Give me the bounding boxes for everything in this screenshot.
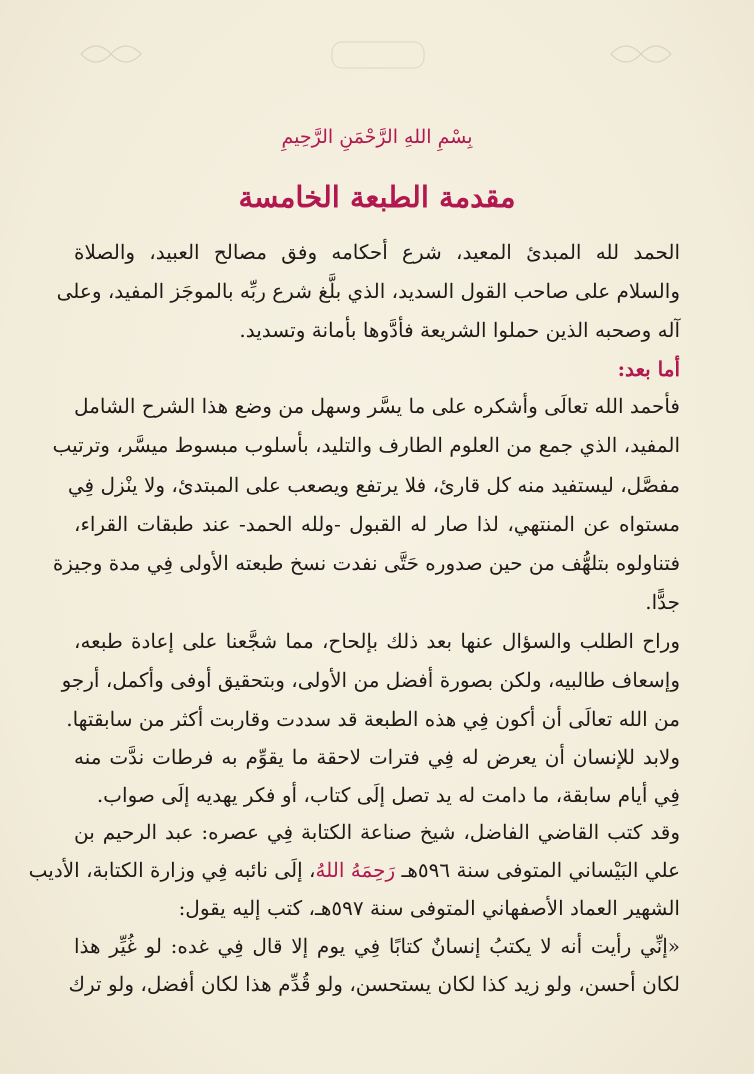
paragraph-5-line-1: وقد كتب القاضي الفاضل، شيخ صناعة الكتابة فِي عصره: عبد الرحيم بن bbox=[74, 820, 680, 844]
honorific: رَحِمَهُ اللهُ bbox=[315, 858, 396, 882]
basmala: بِسْمِ اللهِ الرَّحْمَنِ الرَّحِيمِ bbox=[281, 126, 473, 148]
page-title: مقدمة الطبعة الخامسة bbox=[238, 180, 516, 214]
header-ornament-icon bbox=[606, 36, 676, 72]
paragraph-2-line-1: فأحمد الله تعالَى وأشكره على ما يسَّر وسهل من وضع هذا الشرح الشامل bbox=[74, 394, 680, 418]
paragraph-1-line-1: الحمد لله المبدئ المعيد، شرع أحكامه وفق مصالح العبيد، والصلاة bbox=[74, 240, 680, 264]
paragraph-3-line-1: وراح الطلب والسؤال عنها بعد ذلك بإلحاح، مما شجَّعنا على إعادة طبعه، bbox=[74, 629, 680, 653]
paragraph-2-line-3: مفصَّل، ليستفيد منه كل قارئ، فلا يرتفع ويصعب على المبتدئ، ولا ينْزل فِي bbox=[67, 473, 680, 497]
paragraph-5-line-3: الشهير العماد الأصفهاني المتوفى سنة ٥٩٧هـ، كتب إليه يقول: bbox=[178, 896, 680, 920]
paragraph-2-line-5: فتناولوه بتلهُّف من حين صدوره حَتَّى نفدت نسخ طبعته الأولى فِي مدة وجيزة bbox=[52, 551, 680, 575]
header-frame-icon bbox=[330, 40, 426, 70]
paragraph-5-line-2-start: علي البَيْساني المتوفى سنة ٥٩٦هـ bbox=[395, 858, 680, 882]
paragraph-4-line-2: فِي أيام سابقة، ما دامت له يد تصل إلَى كتاب، أو فكر يهديه إلَى صواب. bbox=[96, 783, 680, 807]
paragraph-4-line-1: ولابد للإنسان أن يعرض له فِي فترات لاحقة ما يقوِّم به فرطات ندَّت منه bbox=[74, 745, 680, 769]
paragraph-1-line-3: آله وصحبه الذين حملوا الشريعة فأدَّوها بأمانة وتسديد. bbox=[239, 318, 680, 342]
header-ornament-icon bbox=[76, 36, 146, 72]
paragraph-2-line-6: جدًّا. bbox=[645, 590, 680, 614]
paragraph-6-line-2: لكان أحسن، ولو زيد كذا لكان يستحسن، ولو قُدِّم هذا لكان أفضل، ولو ترك bbox=[68, 972, 680, 996]
section-subheading: أما بعد: bbox=[617, 357, 680, 381]
paragraph-5-line-2-end: ، إلَى نائبه فِي وزارة الكتابة، الأديب bbox=[28, 858, 316, 882]
paragraph-3-line-2: وإسعاف طالبيه، ولكن بصورة أفضل من الأولى، وبتحقيق أوفى وأكمل، أرجو bbox=[61, 668, 680, 692]
paragraph-2-line-2: المفيد، الذي جمع من العلوم الطارف والتليد، بأسلوب مبسوط ميسَّر، وترتيب bbox=[52, 433, 680, 457]
paragraph-2-line-4: مستواه عن المنتهي، لذا صار له القبول -ولله الحمد- عند طبقات القراء، bbox=[74, 512, 680, 536]
paragraph-6-line-1: «إنِّي رأيت أنه لا يكتبُ إنسانٌ كتابًا فِي يوم إلا قال فِي غده: لو غُيِّر هذا bbox=[74, 934, 680, 958]
paragraph-1-line-2: والسلام على صاحب القول السديد، الذي بلَّغ شرع ربِّه بالموجَز المفيد، وعلى bbox=[56, 279, 680, 303]
paragraph-3-line-3: من الله تعالَى أن أكون فِي هذه الطبعة قد سددت وقاربت أكثر من سابقتها. bbox=[66, 707, 680, 731]
paragraph-5-line-2 bbox=[28, 858, 680, 882]
